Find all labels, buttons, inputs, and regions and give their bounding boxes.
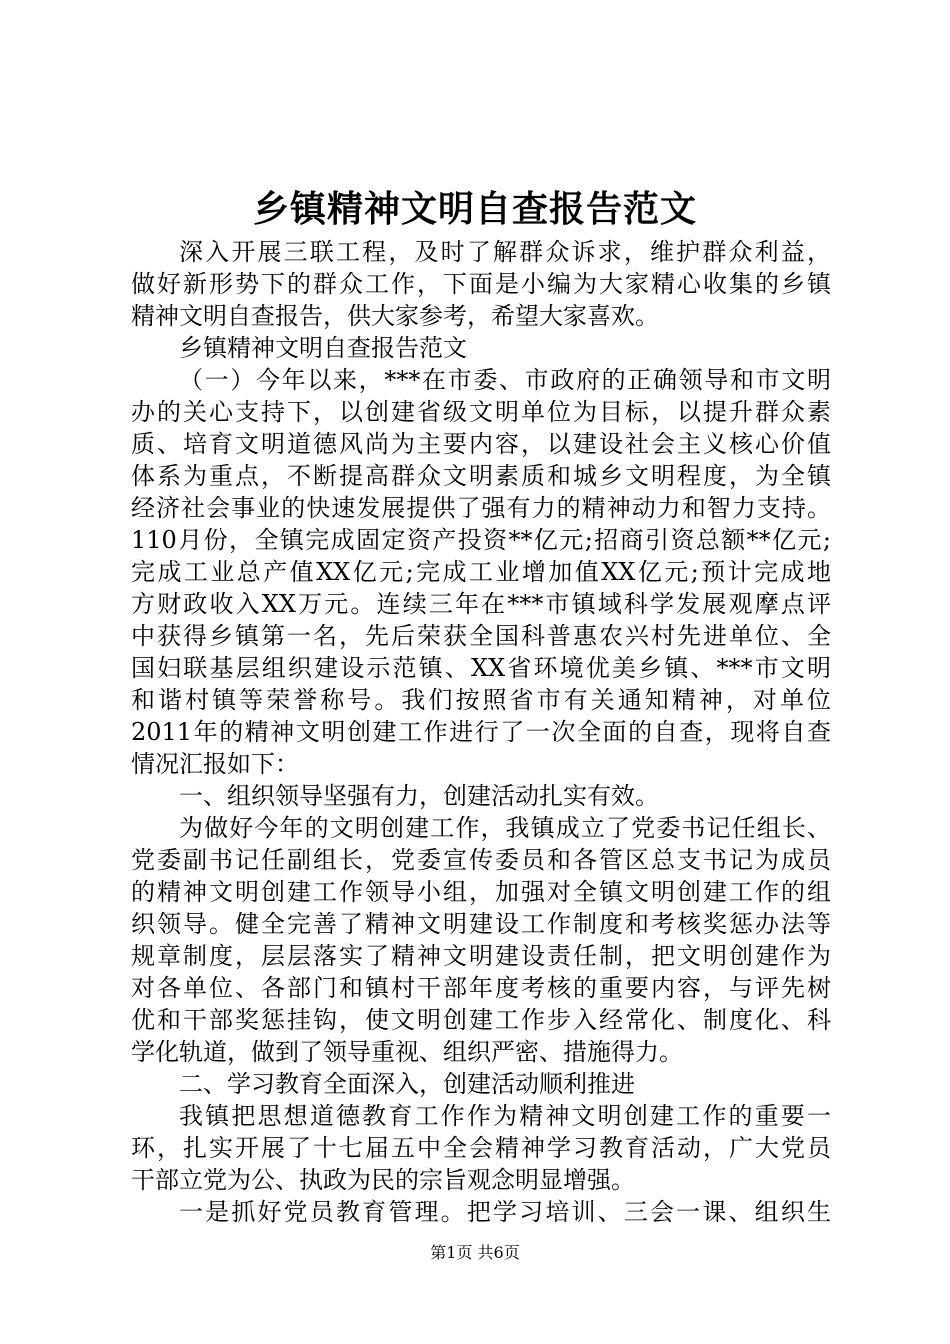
text-line: 精神文明自查报告，供大家参考，希望大家喜欢。	[131, 302, 659, 330]
document-body	[131, 236, 831, 1228]
text-line: （一）今年以来，***在市委、市政府的正确领导和市文明	[179, 366, 831, 394]
text-line: 经济社会事业的快速发展提供了强有力的精神动力和智力支持。	[131, 494, 831, 522]
text-line: 优和干部奖惩挂钩，使文明创建工作步入经常化、制度化、科	[131, 1006, 831, 1034]
document-title: 乡镇精神文明自查报告范文	[252, 189, 697, 230]
text-line: 质、培育文明道德风尚为主要内容，以建设社会主义核心价值	[131, 430, 831, 458]
text-line: 情况汇报如下：	[131, 750, 299, 778]
page-footer: 第1页 共6页	[430, 1243, 520, 1262]
text-line: 一是抓好党员教育管理。把学习培训、三会一课、组织生	[179, 1198, 831, 1226]
text-line: 和谐村镇等荣誉称号。我们按照省市有关通知精神，对单位	[131, 686, 831, 714]
text-line: 做好新形势下的群众工作，下面是小编为大家精心收集的乡镇	[131, 270, 831, 298]
text-line: 国妇联基层组织建设示范镇、XX省环境优美乡镇、***市文明	[131, 654, 831, 682]
text-line: 干部立党为公、执政为民的宗旨观念明显增强。	[131, 1166, 635, 1194]
text-line: 织领导。健全完善了精神文明建设工作制度和考核奖惩办法等	[131, 910, 831, 938]
text-line: 办的关心支持下，以创建省级文明单位为目标，以提升群众素	[131, 398, 831, 426]
text-line: 党委副书记任副组长，党委宣传委员和各管区总支书记为成员	[131, 846, 831, 874]
text-line: 完成工业总产值XX亿元;完成工业增加值XX亿元;预计完成地	[131, 558, 831, 586]
text-line: 中获得乡镇第一名，先后荣获全国科普惠农兴村先进单位、全	[131, 622, 831, 650]
text-line: 规章制度，层层落实了精神文明建设责任制，把文明创建作为	[131, 942, 831, 970]
text-line: 2011年的精神文明创建工作进行了一次全面的自查，现将自查	[131, 718, 831, 746]
text-line: 的精神文明创建工作领导小组，加强对全镇文明创建工作的组	[131, 878, 831, 906]
text-line: 110月份，全镇完成固定资产投资**亿元;招商引资总额**亿元;	[131, 526, 831, 554]
text-line: 乡镇精神文明自查报告范文	[179, 334, 467, 362]
text-line: 深入开展三联工程，及时了解群众诉求，维护群众利益，	[179, 238, 831, 266]
text-line: 体系为重点，不断提高群众文明素质和城乡文明程度，为全镇	[131, 462, 831, 490]
text-line: 二、学习教育全面深入，创建活动顺利推进	[179, 1070, 635, 1098]
text-line: 学化轨道，做到了领导重视、组织严密、措施得力。	[131, 1038, 683, 1066]
text-line: 一、组织领导坚强有力，创建活动扎实有效。	[179, 782, 659, 810]
text-line: 为做好今年的文明创建工作，我镇成立了党委书记任组长、	[179, 814, 831, 842]
text-line: 方财政收入XX万元。连续三年在***市镇域科学发展观摩点评	[131, 590, 831, 618]
text-line: 环，扎实开展了十七届五中全会精神学习教育活动，广大党员	[131, 1134, 831, 1162]
text-line: 对各单位、各部门和镇村干部年度考核的重要内容，与评先树	[131, 974, 831, 1002]
text-line: 我镇把思想道德教育工作作为精神文明创建工作的重要一	[179, 1102, 831, 1130]
